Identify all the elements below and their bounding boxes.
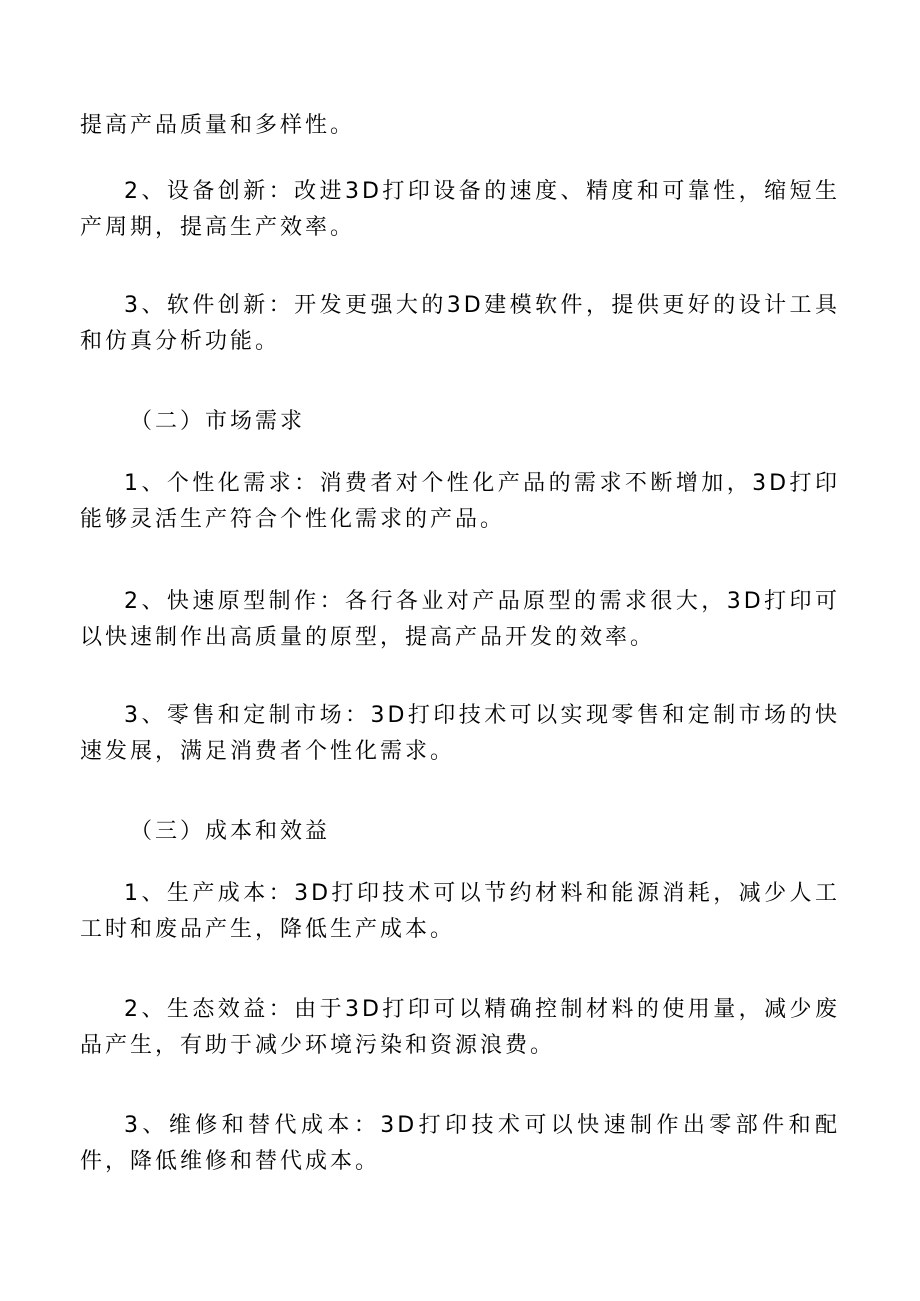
paragraph-continuation: 提高产品质量和多样性。 bbox=[80, 113, 356, 138]
paragraph-software-innovation: 3、软件创新：开发更强大的3D建模软件，提供更好的设计工具和仿真分析功能。 bbox=[80, 293, 840, 354]
paragraph-ecological-benefit: 2、生态效益：由于3D打印可以精确控制材料的使用量，减少废品产生，有助于减少环境污染和资源浪费。 bbox=[80, 997, 840, 1058]
section-heading-cost-benefit: （三）成本和效益 bbox=[130, 819, 331, 844]
paragraph-retail-custom-market: 3、零售和定制市场：3D打印技术可以实现零售和定制市场的快速发展，满足消费者个性化需求。 bbox=[80, 703, 840, 764]
paragraph-maintenance-cost: 3、维修和替代成本：3D打印技术可以快速制作出零部件和配件，降低维修和替代成本。 bbox=[80, 1113, 840, 1174]
paragraph-device-innovation: 2、设备创新：改进3D打印设备的速度、精度和可靠性，缩短生产周期，提高生产效率。 bbox=[80, 179, 840, 240]
paragraph-rapid-prototyping: 2、快速原型制作：各行各业对产品原型的需求很大，3D打印可以快速制作出高质量的原型，提高产品开发的效率。 bbox=[80, 589, 840, 650]
paragraph-production-cost: 1、生产成本：3D打印技术可以节约材料和能源消耗，减少人工工时和废品产生，降低生产成本。 bbox=[80, 881, 840, 942]
paragraph-personalized-demand: 1、个性化需求：消费者对个性化产品的需求不断增加，3D打印能够灵活生产符合个性化需求的产品。 bbox=[80, 471, 840, 532]
section-heading-market-demand: （二）市场需求 bbox=[130, 409, 306, 434]
